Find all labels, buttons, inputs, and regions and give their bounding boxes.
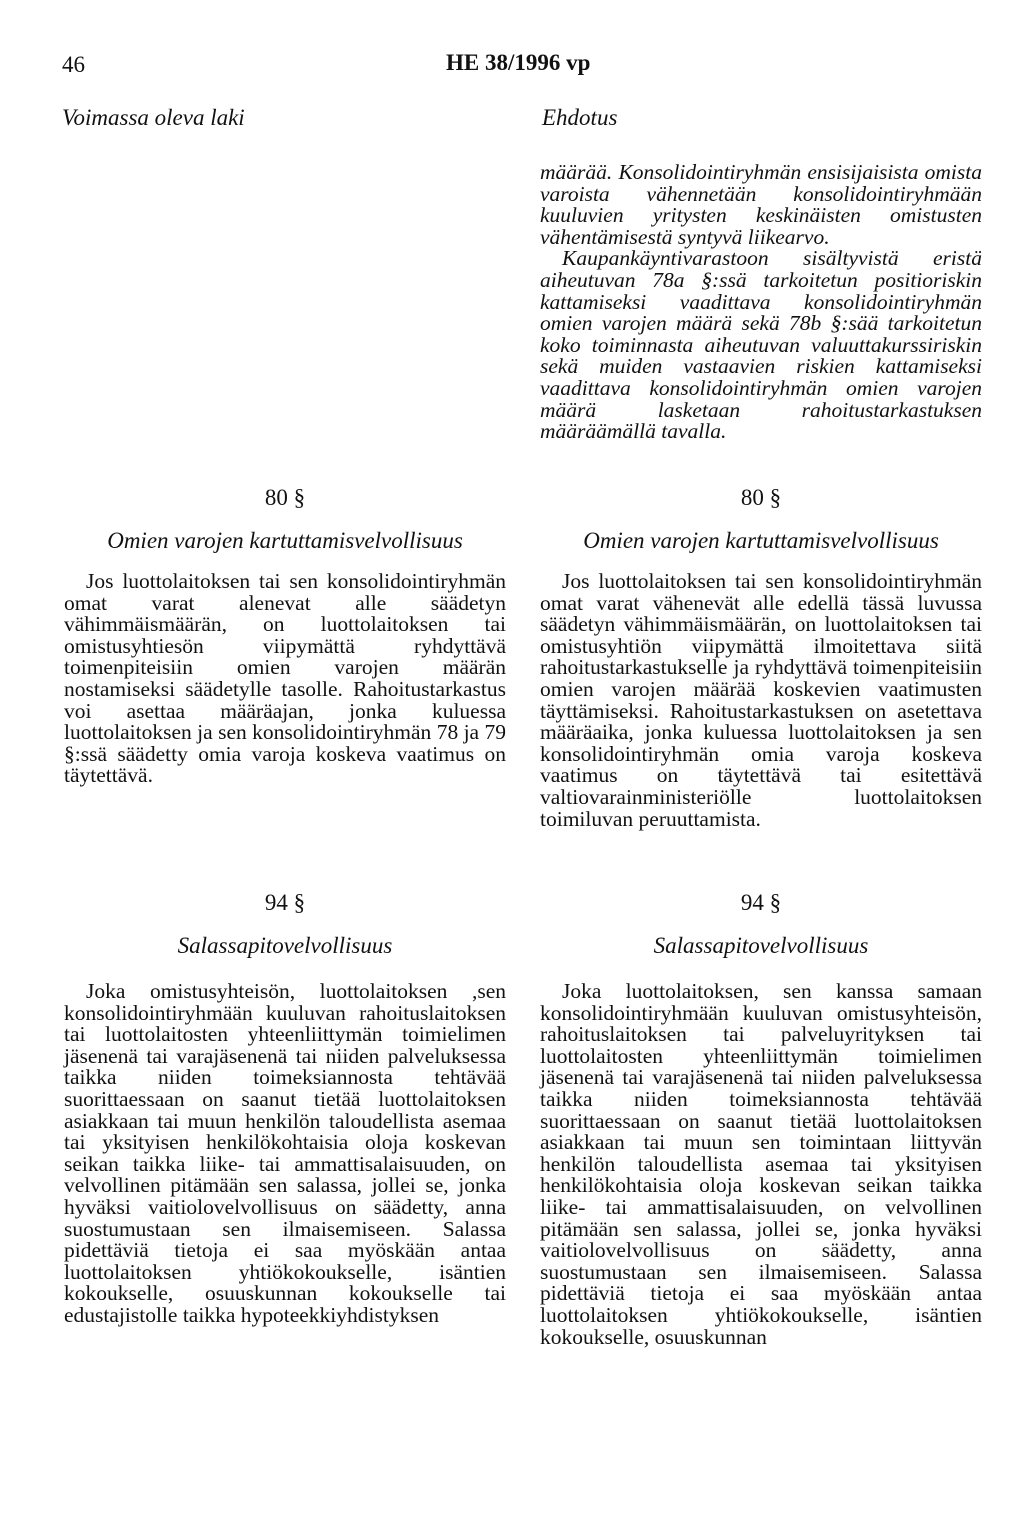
section-94-right-paragraph: Joka luottolaitoksen, sen kanssa samaan konsolidointiryhmään kuuluvan omistusyhteisön, rahoituslaitoksen tai palveluyrityksen tai luottolaitosten yhteenliittymän toimielimen jäsenenä tai varajäsenenä tai niiden palveluksessa taikka niiden toimeksiannosta tehtävää suorittaessaan on saanut tietää luottolaitoksen asiakkaan tai muun sen toimintaan liittyvän henkilön taloudellista asemaa tai yksityisen henkilökohtaisia oloja koskevan seikan taikka liike- tai ammattisalaisuuden, on velvollinen pitämään sen salassa, jollei se, jonka hyväksi vaitiolovelvollisuus on säädetty, anna suostumustaan sen ilmaisemiseen. Salassa pidettäviä tietoja ei saa myöskään antaa luottolaitoksen yhtiökokoukselle, isäntien kokoukselle, osuuskunnan <box>540 979 982 1349</box>
section-80-right-text <box>540 571 982 830</box>
section-94-left-paragraph: Joka omistusyhteisön, luottolaitoksen ,sen konsolidointiryhmään kuuluvan rahoituslaitoksen tai luottolaitosten yhteenliittymän toimielimen jäsenenä tai varajäsenenä tai niiden palveluksessa taikka niiden toimeksiannosta tehtävää suorittaessaan on saanut tietää luottolaitoksen asiakkaan tai muun henkilön taloudellista asemaa tai yksityisen henkilökohtaisia oloja koskevan seikan taikka liike- tai ammattisalaisuuden, on velvollinen pitämään sen salassa, jollei se, jonka hyväksi vaitiolovelvollisuus on säädetty, anna suostumustaan sen ilmaisemiseen. Salassa pidettäviä tietoja ei saa myöskään antaa luottolaitoksen yhtiökokoukselle, isäntien kokoukselle, osuuskunnan kokoukselle tai edustajistolle taikka hypoteekkiyhdistyksen <box>64 979 506 1327</box>
section-94-right-text <box>540 981 982 1348</box>
section-94-number-right: 94 § <box>740 890 782 915</box>
left-column-heading: Voimassa oleva laki <box>62 105 245 130</box>
section-80-left-paragraph: Jos luottolaitoksen tai sen konsolidointiryhmän omat varat alenevat alle säädetyn vähimmäismäärän, on luottolaitoksen tai omistusyhtiesön viipymättä ryhdyttävä toimenpiteisiin omien varojen määrän nostamiseksi säädetylle tasolle. Rahoitustarkastus voi asettaa määräajan, jonka kuluessa luottolaitoksen ja sen konsolidointiryhmän 78 ja 79 §:ssä säädetty omia varoja koskeva vaatimus on täytettävä. <box>64 569 506 788</box>
right-top-paragraph-2: Kaupankäyntivarastoon sisältyvistä eristä aiheutuvan 78a §:ssä tarkoitetun positioriskin kattamiseksi vaadittava konsolidointiryhmän omien varojen määrä sekä 78b §:sää tarkoitetun koko toiminnasta aiheutuvan valuuttakurssiriskin sekä muiden vastaavien riskien kattamiseksi vaadittava konsolidointiryhmän omien varojen määrä lasketaan rahoitustarkastuksen määräämällä tavalla. <box>540 246 982 444</box>
section-80-left-text <box>64 571 506 787</box>
section-80-title-left: Omien varojen kartuttamisvelvollisuus <box>107 528 463 553</box>
section-94-title-right: Salassapitovelvollisuus <box>653 933 869 958</box>
section-94-number-left: 94 § <box>264 890 306 915</box>
section-80-title-right: Omien varojen kartuttamisvelvollisuus <box>583 528 939 553</box>
right-top-paragraph-1: määrää. Konsolidointiryhmän ensisijaisista omista varoista vähennetään konsolidointiryhmään kuuluvien yritysten keskinäisten omistusten vähentämisestä syntyvä liikearvo. <box>540 160 982 249</box>
page-number: 46 <box>62 52 85 77</box>
document-id: HE 38/1996 vp <box>446 50 591 75</box>
section-94-title-left: Salassapitovelvollisuus <box>177 933 393 958</box>
section-80-right-paragraph: Jos luottolaitoksen tai sen konsolidointiryhmän omat varat vähenevät alle edellä tässä luvussa säädetyn vähimmäismäärän, on luottolaitoksen tai omistusyhtiön viipymättä ilmoitettava siitä rahoitustarkastukselle ja ryhdyttävä toimenpiteisiin omien varojen määrää koskevien vaatimusten täyttämiseksi. Rahoitustarkastuksen on asetettava määräaika, jonka kuluessa luottolaitoksen ja sen konsolidointiryhmän omia varoja koskeva vaatimus on täytettävä tai esitettävä valtiovarainministeriölle luottolaitoksen toimiluvan peruuttamista. <box>540 569 982 831</box>
right-column-heading: Ehdotus <box>542 105 618 130</box>
section-94-left-text <box>64 981 506 1327</box>
section-80-number-right: 80 § <box>740 485 782 510</box>
right-top-text <box>540 162 982 443</box>
section-80-number-left: 80 § <box>264 485 306 510</box>
